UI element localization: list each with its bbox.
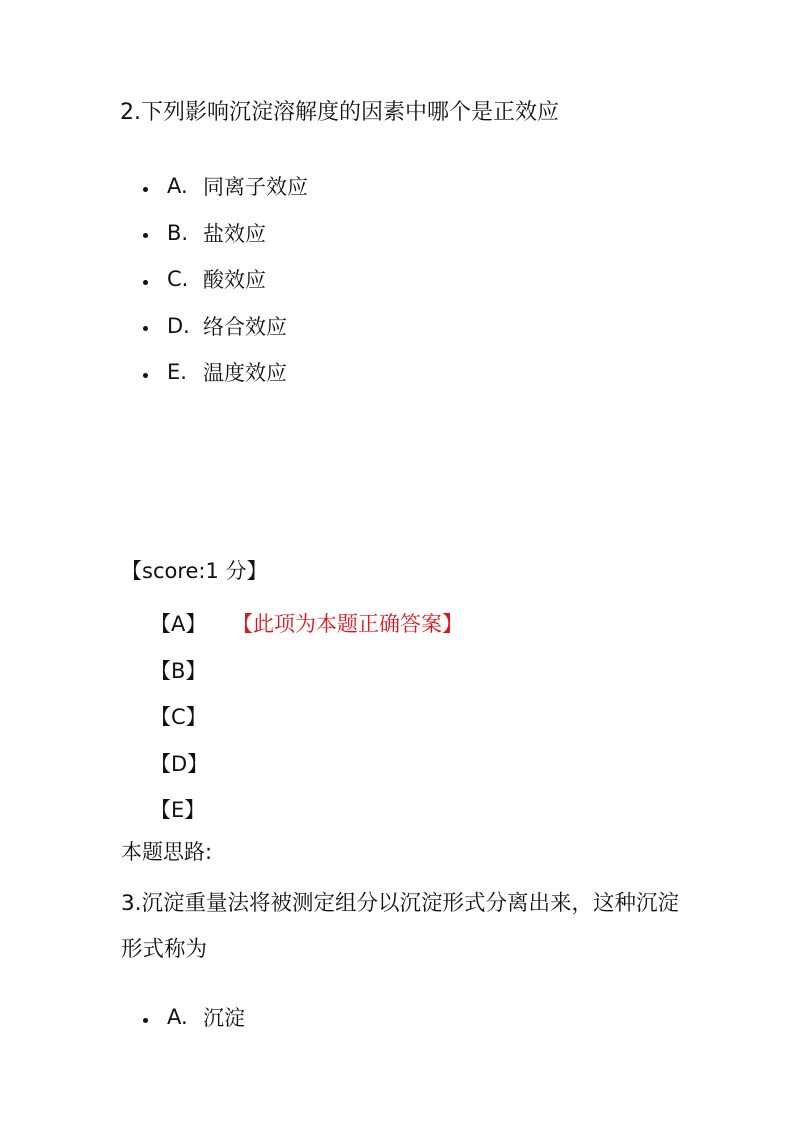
question-2-title: 2.下列影响沉淀溶解度的因素中哪个是正效应 <box>120 100 559 125</box>
option-text: 同离子效应 <box>203 175 308 200</box>
answer-key: 【E】 <box>150 798 206 823</box>
correct-answer-note: 【此项为本题正确答案】 <box>232 612 463 637</box>
option-letter: A. <box>167 174 188 199</box>
answer-row-d <box>150 740 463 787</box>
answer-key: 【B】 <box>150 658 207 683</box>
question-3-title: 3.沉淀重量法将被测定组分以沉淀形式分离出来，这种沉淀形式称为 <box>121 891 680 962</box>
option-a[interactable] <box>143 994 245 1041</box>
answer-row-a <box>150 600 463 647</box>
option-c[interactable] <box>143 256 308 303</box>
option-letter: B. <box>167 220 189 245</box>
answer-key: 【C】 <box>150 705 207 730</box>
thinking-label: 本题思路: <box>121 840 213 864</box>
bullet-icon <box>143 326 148 331</box>
question-3-options <box>143 994 245 1041</box>
answer-row-e <box>150 786 463 833</box>
answer-row-b <box>150 647 463 694</box>
option-letter: D. <box>167 313 190 338</box>
bullet-icon <box>143 233 148 238</box>
option-a[interactable] <box>143 163 308 210</box>
option-b[interactable] <box>143 210 308 257</box>
option-text: 温度效应 <box>203 361 287 386</box>
option-letter: A. <box>167 1005 188 1030</box>
answer-key: 【A】 <box>150 612 207 637</box>
option-text: 盐效应 <box>203 221 266 246</box>
option-text: 络合效应 <box>203 314 287 339</box>
bullet-icon <box>143 187 148 192</box>
answer-row-c <box>150 693 463 740</box>
option-e[interactable] <box>143 349 308 396</box>
bullet-icon <box>143 280 148 285</box>
answer-list <box>150 600 463 833</box>
bullet-icon <box>143 1018 148 1023</box>
score-label: 【score:1 分】 <box>121 559 268 583</box>
option-text: 酸效应 <box>203 268 266 293</box>
question-2-options <box>143 163 308 396</box>
option-text: 沉淀 <box>203 1006 245 1031</box>
option-d[interactable] <box>143 303 308 350</box>
answer-key: 【D】 <box>150 751 209 776</box>
option-letter: C. <box>167 267 189 292</box>
option-letter: E. <box>167 360 187 385</box>
bullet-icon <box>143 373 148 378</box>
